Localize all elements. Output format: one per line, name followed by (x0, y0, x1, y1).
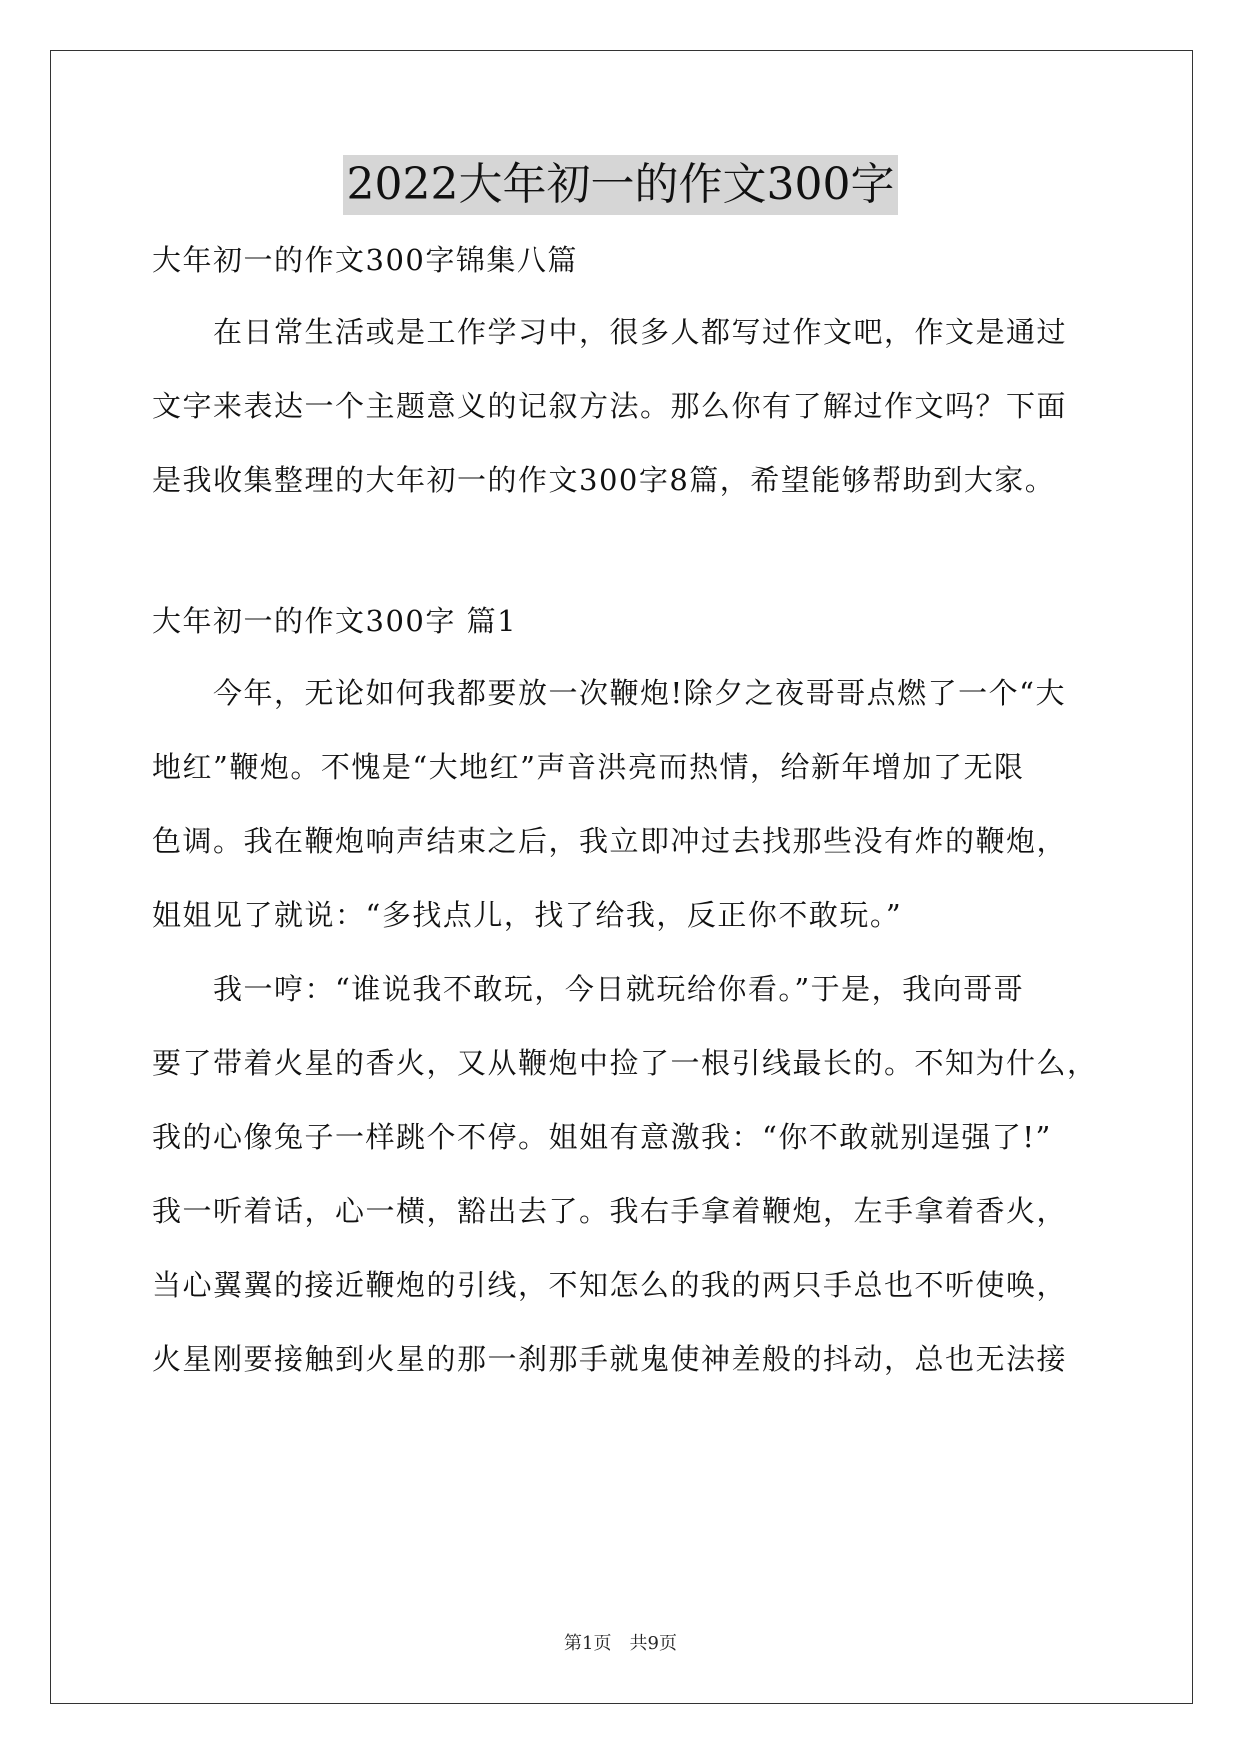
title-wrap (0, 155, 1241, 215)
body-line-3: 色调。我在鞭炮响声结束之后，我立即冲过去找那些没有炸的鞭炮， (152, 824, 1068, 858)
body-line-2: 地红”鞭炮。不愧是“大地红”声音洪亮而热情，给新年增加了无限 (152, 750, 1025, 784)
intro-line-2: 文字来表达一个主题意义的记叙方法。那么你有了解过作文吗？下面 (152, 389, 1068, 423)
page-border (50, 50, 1193, 1704)
intro-line-3: 是我收集整理的大年初一的作文300字8篇，希望能够帮助到大家。 (152, 463, 1056, 497)
body-line-4: 姐姐见了就说：“多找点儿，找了给我，反正你不敢玩。” (152, 898, 903, 932)
section-heading: 大年初一的作文300字 篇1 (152, 604, 518, 638)
body-line-1: 今年，无论如何我都要放一次鞭炮!除夕之夜哥哥点燃了一个“大 (213, 676, 1066, 710)
body-line-6: 要了带着火星的香火，又从鞭炮中捡了一根引线最长的。不知为什么， (152, 1046, 1098, 1080)
subtitle: 大年初一的作文300字锦集八篇 (152, 243, 578, 277)
intro-line-1: 在日常生活或是工作学习中，很多人都写过作文吧，作文是通过 (213, 315, 1068, 349)
body-line-8: 我一听着话，心一横，豁出去了。我右手拿着鞭炮，左手拿着香火， (152, 1194, 1068, 1228)
body-line-9: 当心翼翼的接近鞭炮的引线，不知怎么的我的两只手总也不听使唤， (152, 1268, 1068, 1302)
document-title: 2022大年初一的作文300字 (343, 155, 899, 215)
body-line-5: 我一哼：“谁说我不敢玩，今日就玩给你看。”于是，我向哥哥 (213, 972, 1025, 1006)
body-line-7: 我的心像兔子一样跳个不停。姐姐有意激我：“你不敢就别逞强了!” (152, 1120, 1052, 1154)
page-footer: 第1页 共9页 (564, 1633, 677, 1654)
body-line-10: 火星刚要接触到火星的那一刹那手就鬼使神差般的抖动，总也无法接 (152, 1342, 1068, 1376)
